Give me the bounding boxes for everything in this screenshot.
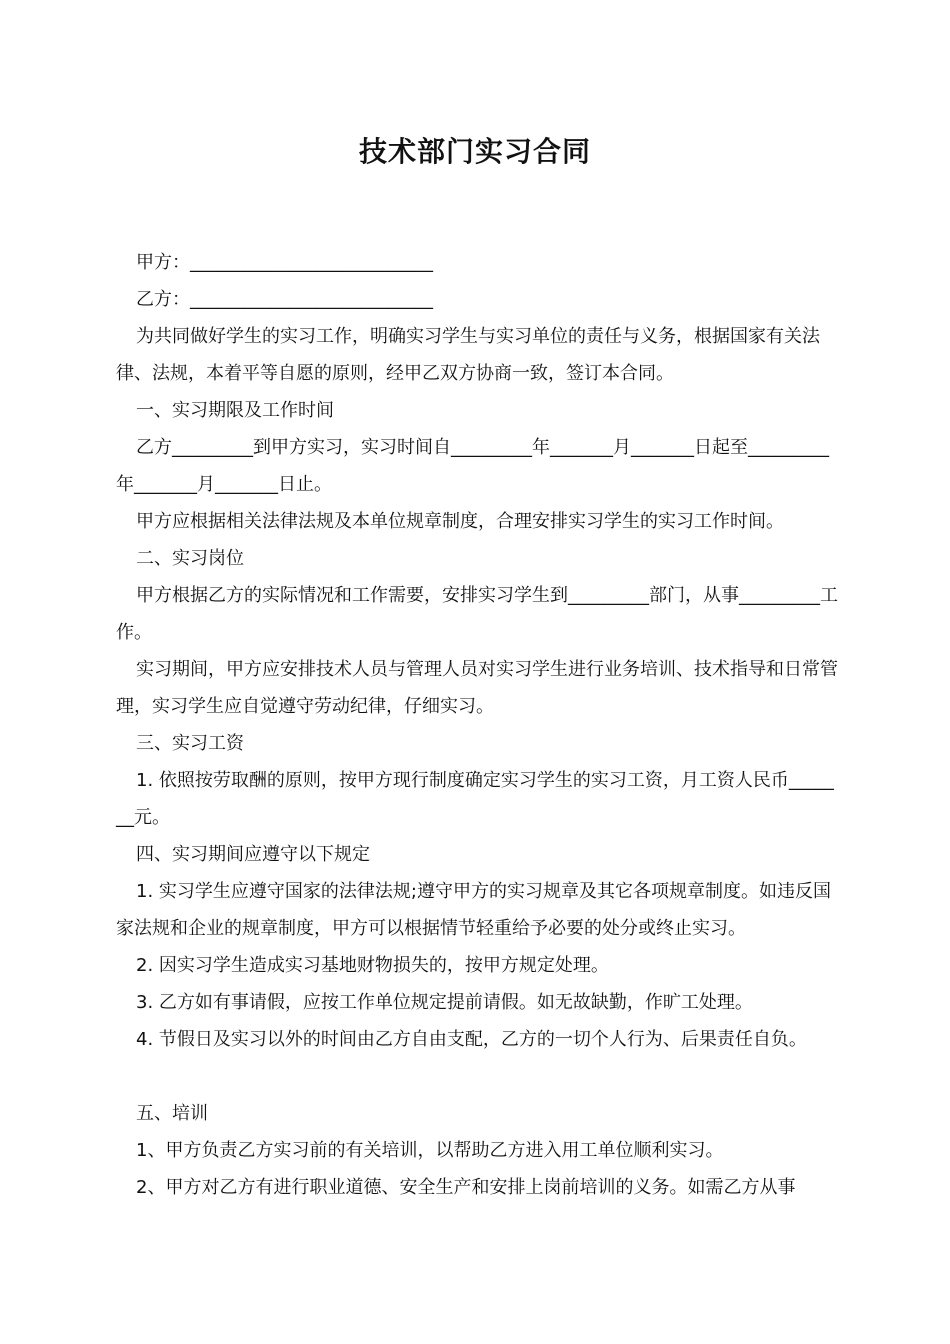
section-4-paragraph-2: 2. 因实习学生造成实习基地财物损失的，按甲方规定处理。 bbox=[136, 955, 609, 976]
party-b-line: 乙方：___________________________ bbox=[136, 289, 433, 310]
section-2-heading: 二、实习岗位 bbox=[136, 548, 244, 569]
section-5-paragraph-2: 2、甲方对乙方有进行职业道德、安全生产和安排上岗前培训的义务。如需乙方从事 bbox=[136, 1177, 796, 1198]
party-a-line: 甲方：___________________________ bbox=[136, 252, 433, 273]
section-3-heading: 三、实习工资 bbox=[136, 733, 244, 754]
section-5-heading: 五、培训 bbox=[136, 1103, 208, 1124]
section-spacer bbox=[116, 1058, 840, 1095]
section-3-paragraph-1: 1. 依照按劳取酬的原则，按甲方现行制度确定实习学生的实习工资，月工资人民币_______元。 bbox=[116, 770, 834, 828]
intro-paragraph: 为共同做好学生的实习工作，明确实习学生与实习单位的责任与义务，根据国家有关法律、法规，本着平等自愿的原则，经甲乙双方协商一致，签订本合同。 bbox=[116, 326, 820, 384]
section-4-paragraph-3: 3. 乙方如有事请假，应按工作单位规定提前请假。如无故缺勤，作旷工处理。 bbox=[136, 992, 753, 1013]
section-5-paragraph-1: 1、甲方负责乙方实习前的有关培训，以帮助乙方进入用工单位顺利实习。 bbox=[136, 1140, 724, 1161]
section-4-paragraph-4: 4. 节假日及实习以外的时间由乙方自由支配，乙方的一切个人行为、后果责任自负。 bbox=[136, 1029, 807, 1050]
document-body bbox=[116, 244, 840, 1206]
section-4-paragraph-1: 1. 实习学生应遵守国家的法律法规;遵守甲方的实习规章及其它各项规章制度。如违反国家法规和企业的规章制度，甲方可以根据情节轻重给予必要的处分或终止实习。 bbox=[116, 881, 831, 939]
section-2-paragraph-1: 甲方根据乙方的实际情况和工作需要，安排实习学生到_________部门，从事_________工作。 bbox=[116, 585, 838, 643]
document-title: 技术部门实习合同 bbox=[358, 135, 591, 168]
section-1-paragraph-2: 甲方应根据相关法律法规及本单位规章制度，合理安排实习学生的实习工作时间。 bbox=[136, 511, 784, 532]
section-4-heading: 四、实习期间应遵守以下规定 bbox=[136, 844, 370, 865]
section-1-heading: 一、实习期限及工作时间 bbox=[136, 400, 334, 421]
section-2-paragraph-2: 实习期间，甲方应安排技术人员与管理人员对实习学生进行业务培训、技术指导和日常管理，实习学生应自觉遵守劳动纪律，仔细实习。 bbox=[116, 659, 838, 717]
section-1-paragraph-1: 乙方_________到甲方实习，实习时间自_________年_______月_______日起至_________年_______月_______日止。 bbox=[116, 437, 829, 495]
